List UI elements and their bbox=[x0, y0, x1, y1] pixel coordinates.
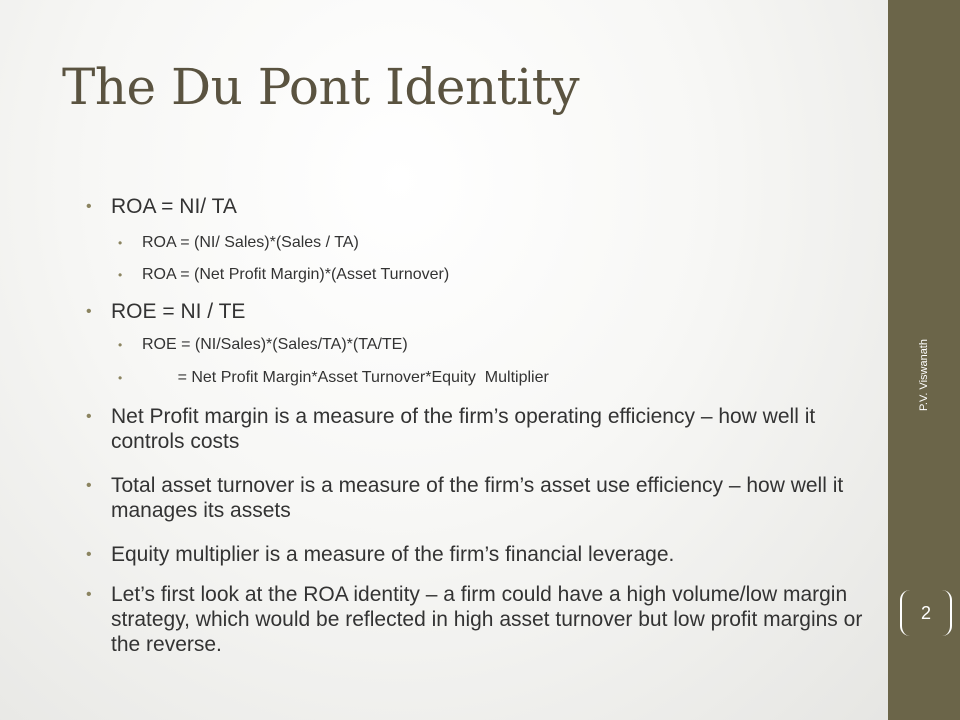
bullet-dot-icon: • bbox=[118, 268, 123, 282]
bullet-dot-icon: • bbox=[86, 198, 92, 215]
page-number: 2 bbox=[920, 602, 931, 623]
bullet-text: Let’s first look at the ROA identity – a firm could have a high volume/low margin strategy, which would be reflected in high asset turnover but low profit margins or the reverse. bbox=[111, 583, 863, 656]
bullet-dot-icon: • bbox=[86, 303, 92, 320]
sub-bullet-text: ROE = (NI/Sales)*(Sales/TA)*(TA/TE) bbox=[142, 336, 408, 353]
bullet-text: Net Profit margin is a measure of the firm’s operating efficiency – how well it controls costs bbox=[111, 405, 816, 453]
sub-bullet-text: ROA = (Net Profit Margin)*(Asset Turnover) bbox=[142, 266, 450, 283]
sub-bullet-text: = Net Profit Margin*Asset Turnover*Equity Multiplier bbox=[142, 369, 549, 386]
sub-bullet-text: ROA = (NI/ Sales)*(Sales / TA) bbox=[142, 234, 359, 251]
bullet-dot-icon: • bbox=[86, 546, 92, 563]
bullet-dot-icon: • bbox=[118, 338, 123, 352]
bullet-dot-icon: • bbox=[118, 236, 123, 250]
bullet-text: ROA = NI/ TA bbox=[111, 195, 237, 218]
bullet-dot-icon: • bbox=[86, 408, 92, 425]
bullet-text: Total asset turnover is a measure of the firm’s asset use efficiency – how well it manages its assets bbox=[111, 474, 844, 522]
bullet-dot-icon: • bbox=[86, 586, 92, 603]
slide-title: The Du Pont Identity bbox=[62, 58, 580, 116]
bullet-dot-icon: • bbox=[118, 371, 123, 385]
page-number-badge bbox=[900, 590, 952, 636]
bullet-dot-icon: • bbox=[86, 477, 92, 494]
bullet-text: ROE = NI / TE bbox=[111, 300, 246, 323]
author-label: P.V. Viswanath bbox=[918, 339, 930, 411]
bullet-text: Equity multiplier is a measure of the firm’s financial leverage. bbox=[111, 543, 675, 566]
